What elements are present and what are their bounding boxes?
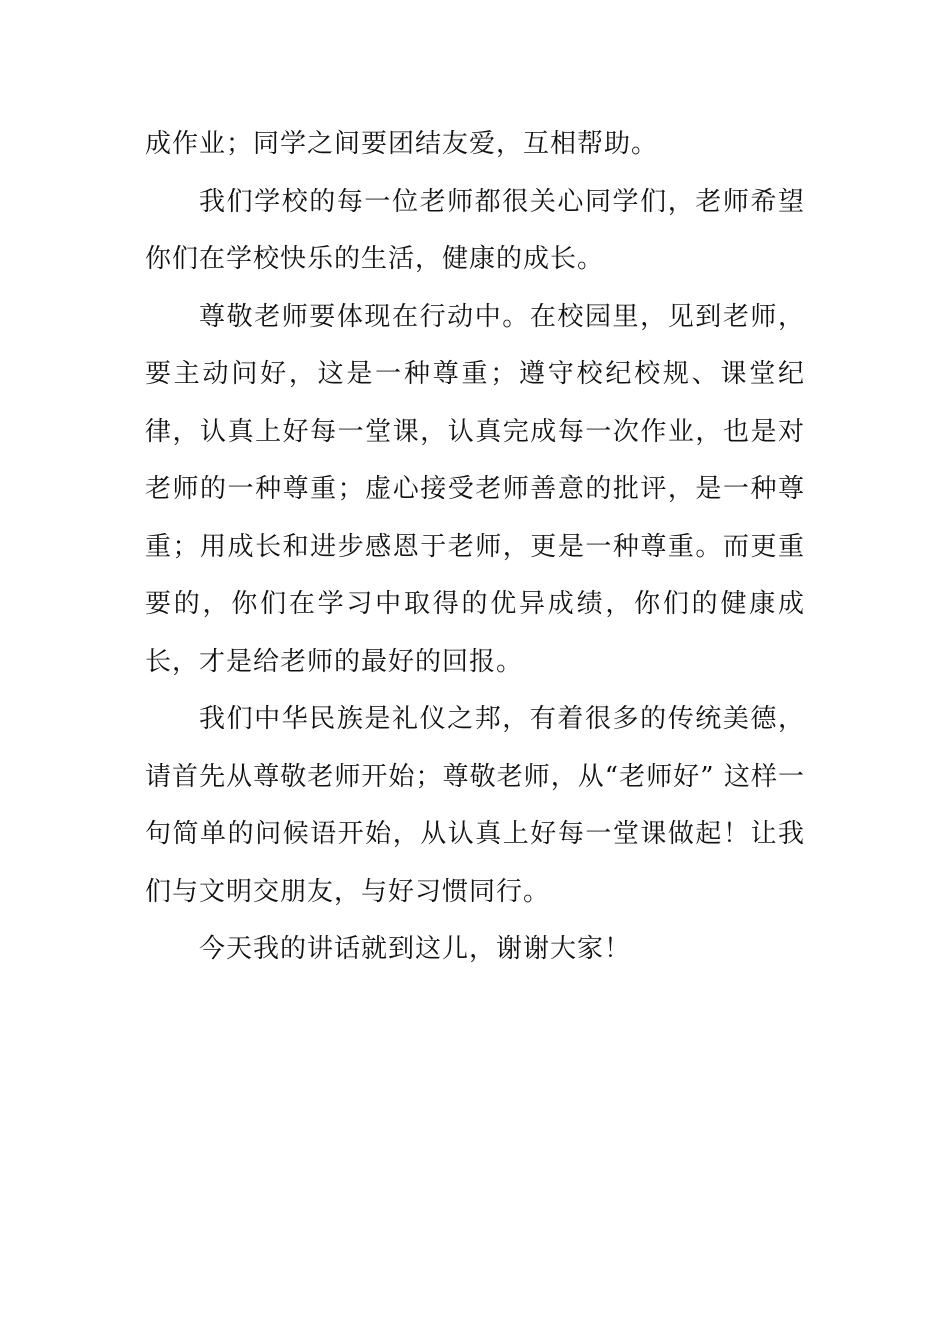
paragraph-closing: 今天我的讲话就到这儿，谢谢大家！ bbox=[199, 934, 632, 964]
document-body bbox=[145, 116, 805, 979]
paragraph-continuation: 成作业；同学之间要团结友爱，互相帮助。 bbox=[145, 129, 659, 159]
paragraph-respect-in-action: 尊敬老师要体现在行动中。在校园里，见到老师，要主动问好，这是一种尊重；遵守校纪校规、课堂纪律，认真上好每一堂课，认真完成每一次作业，也是对老师的一种尊重；虚心接受老师善意的批评，是一种尊重；用成长和进步感恩于老师，更是一种尊重。而更重要的，你们在学习中取得的优异成绩，你们的健康成长，才是给老师的最好的回报。 bbox=[145, 301, 805, 677]
paragraph-teachers-care: 我们学校的每一位老师都很关心同学们，老师希望你们在学校快乐的生活，健康的成长。 bbox=[145, 186, 805, 274]
paragraph-traditional-virtues: 我们中华民族是礼仪之邦，有着很多的传统美德，请首先从尊敬老师开始；尊敬老师，从“老师好” 这样一句简单的问候语开始，从认真上好每一堂课做起！让我们与文明交朋友，与好习惯同行。 bbox=[145, 704, 805, 907]
